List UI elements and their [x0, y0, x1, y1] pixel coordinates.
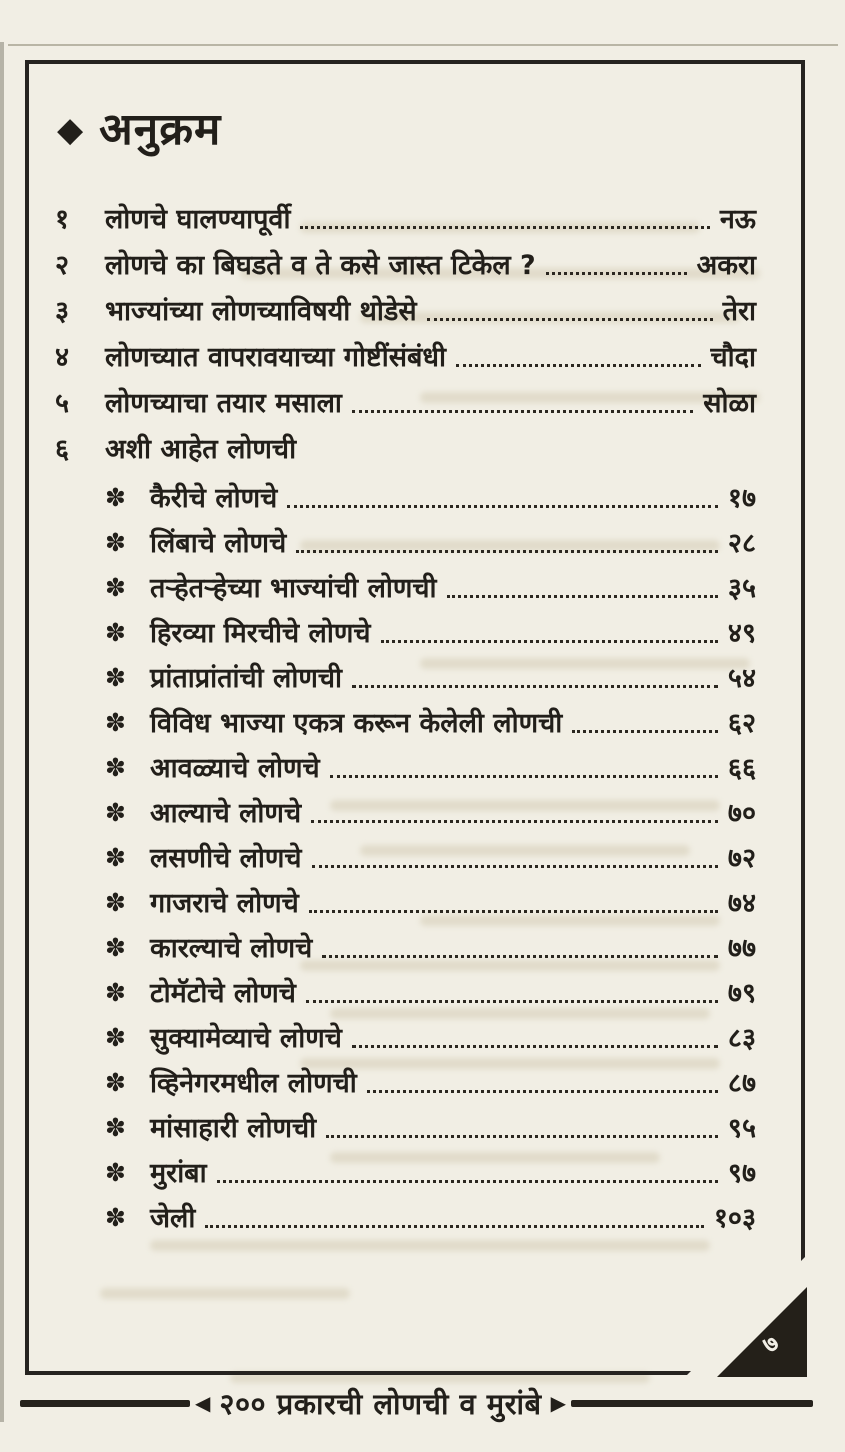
item-title: मुरांबा — [150, 1158, 207, 1190]
list-item — [55, 650, 756, 695]
chapter-page-number: अकरा — [696, 250, 756, 282]
list-item — [55, 740, 756, 785]
list-item — [55, 470, 756, 515]
chapter-row — [55, 190, 756, 236]
item-title: विविध भाज्या एकत्र करून केलेली लोणची — [150, 708, 563, 740]
list-item — [55, 1055, 756, 1100]
item-page-number: ३५ — [727, 573, 756, 605]
list-item — [55, 830, 756, 875]
item-page-number: ७७ — [727, 933, 756, 965]
dotted-leader — [381, 640, 718, 643]
item-title: तऱ्हेतऱ्हेच्या भाज्यांची लोणची — [150, 573, 437, 605]
dotted-leader — [427, 318, 713, 321]
dotted-leader — [456, 364, 701, 367]
item-page-number: ७९ — [727, 978, 756, 1010]
chapter-row — [55, 236, 756, 282]
item-title: लिंबाचे लोणचे — [150, 528, 287, 560]
list-item — [55, 785, 756, 830]
page-number-badge: ७ — [756, 1328, 785, 1359]
dotted-leader — [311, 820, 718, 823]
item-title: टोमॅटोचे लोणचे — [150, 978, 296, 1010]
list-item — [55, 515, 756, 560]
pickle-item-list — [55, 470, 756, 1235]
chapter-number: ४ — [55, 342, 70, 374]
item-title: गाजराचे लोणचे — [150, 888, 299, 920]
footer-rule-right — [571, 1400, 813, 1407]
list-item — [55, 1100, 756, 1145]
dotted-leader — [205, 1225, 704, 1228]
dotted-leader — [352, 1045, 718, 1048]
chapter-page-number: सोळा — [703, 388, 756, 420]
chapter-list — [55, 190, 756, 466]
flower-bullet-icon: ✽ — [105, 1158, 126, 1188]
list-item — [55, 605, 756, 650]
chapter-row — [55, 282, 756, 328]
flower-bullet-icon: ✽ — [105, 1113, 126, 1143]
dotted-leader — [546, 272, 687, 275]
dotted-leader — [309, 910, 718, 913]
chapter-title: भाज्यांच्या लोणच्याविषयी थोडेसे — [105, 296, 417, 328]
list-item — [55, 965, 756, 1010]
chapter-title: लोणच्याचा तयार मसाला — [105, 388, 342, 420]
item-page-number: ६६ — [727, 753, 756, 785]
dotted-leader — [217, 1180, 718, 1183]
footer-book-title: २०० प्रकारची लोणची व मुरांबे — [219, 1386, 542, 1421]
flower-bullet-icon: ✽ — [105, 978, 126, 1008]
flower-bullet-icon: ✽ — [105, 798, 126, 828]
dotted-leader — [322, 955, 718, 958]
flower-bullet-icon: ✽ — [105, 483, 126, 513]
item-page-number: २८ — [727, 528, 756, 560]
chapter-number: ५ — [55, 388, 70, 420]
item-title: आल्याचे लोणचे — [150, 798, 302, 830]
chapter-number: ६ — [55, 434, 70, 466]
item-page-number: ६२ — [727, 708, 756, 740]
flower-bullet-icon: ✽ — [105, 1203, 126, 1233]
scan-edge-line — [8, 44, 838, 46]
toc-content — [29, 64, 801, 1371]
list-item — [55, 1145, 756, 1190]
chapter-title: लोणचे घालण्यापूर्वी — [105, 204, 291, 236]
item-title: लसणीचे लोणचे — [150, 843, 302, 875]
chapter-row — [55, 420, 756, 466]
item-page-number: ८७ — [727, 1068, 756, 1100]
dotted-leader — [287, 505, 718, 508]
flower-bullet-icon: ✽ — [105, 1023, 126, 1053]
flower-bullet-icon: ✽ — [105, 663, 126, 693]
item-page-number: ७२ — [727, 843, 756, 875]
item-page-number: ७० — [727, 798, 756, 830]
dotted-leader — [367, 1090, 718, 1093]
footer-rule-left — [20, 1400, 190, 1407]
item-page-number: १७ — [727, 483, 756, 515]
list-item — [55, 1190, 756, 1235]
page-border-frame — [25, 60, 805, 1375]
flower-bullet-icon: ✽ — [105, 708, 126, 738]
flower-bullet-icon: ✽ — [105, 528, 126, 558]
chapter-page-number: नऊ — [719, 204, 756, 236]
list-item — [55, 875, 756, 920]
item-title: मांसाहारी लोणची — [150, 1113, 317, 1145]
chapter-title: अशी आहेत लोणची — [105, 434, 297, 466]
chapter-number: ३ — [55, 296, 70, 328]
list-item — [55, 695, 756, 740]
dotted-leader — [447, 595, 718, 598]
chapter-title: लोणच्यात वापरावयाच्या गोष्टींसंबंधी — [105, 342, 446, 374]
item-title: कारल्याचे लोणचे — [150, 933, 313, 965]
chapter-page-number: तेरा — [722, 296, 756, 328]
list-item — [55, 560, 756, 605]
chapter-number: २ — [55, 250, 70, 282]
dotted-leader — [306, 1000, 718, 1003]
footer-banner — [0, 1382, 845, 1424]
flower-bullet-icon: ✽ — [105, 753, 126, 783]
item-page-number: ७४ — [727, 888, 756, 920]
item-page-number: ५४ — [727, 663, 756, 695]
item-page-number: ९७ — [727, 1158, 756, 1190]
dotted-leader — [330, 775, 718, 778]
dotted-leader — [352, 685, 718, 688]
flower-bullet-icon: ✽ — [105, 933, 126, 963]
item-title: कैरीचे लोणचे — [150, 483, 278, 515]
chapter-title: लोणचे का बिघडते व ते कसे जास्त टिकेल ? — [105, 250, 536, 282]
chapter-page-number: चौदा — [710, 342, 756, 374]
dotted-leader — [352, 410, 693, 413]
dotted-leader — [326, 1135, 718, 1138]
diamond-icon: ◆ — [57, 110, 84, 151]
right-arrow-ornament-icon: ▶ — [550, 1391, 566, 1415]
item-title: जेली — [150, 1203, 196, 1235]
chapter-row — [55, 374, 756, 420]
item-page-number: ४९ — [727, 618, 756, 650]
flower-bullet-icon: ✽ — [105, 573, 126, 603]
page-title-row — [57, 106, 756, 154]
item-title: व्हिनेगरमधील लोणची — [150, 1068, 357, 1100]
item-title: आवळ्याचे लोणचे — [150, 753, 320, 785]
left-arrow-ornament-icon: ◀ — [195, 1391, 211, 1415]
list-item — [55, 920, 756, 965]
item-page-number: १०३ — [713, 1203, 756, 1235]
flower-bullet-icon: ✽ — [105, 843, 126, 873]
scan-edge-line — [0, 42, 4, 1422]
dotted-leader — [312, 865, 718, 868]
flower-bullet-icon: ✽ — [105, 1068, 126, 1098]
flower-bullet-icon: ✽ — [105, 888, 126, 918]
item-title: सुक्यामेव्याचे लोणचे — [150, 1023, 342, 1055]
item-title: प्रांताप्रांतांची लोणची — [150, 663, 342, 695]
dotted-leader — [572, 730, 718, 733]
flower-bullet-icon: ✽ — [105, 618, 126, 648]
item-page-number: ८३ — [727, 1023, 756, 1055]
item-title: हिरव्या मिरचीचे लोणचे — [150, 618, 371, 650]
item-page-number: ९५ — [727, 1113, 756, 1145]
chapter-number: १ — [55, 204, 70, 236]
page-title: अनुक्रम — [99, 104, 222, 155]
list-item — [55, 1010, 756, 1055]
chapter-row — [55, 328, 756, 374]
dotted-leader — [296, 550, 718, 553]
dotted-leader — [300, 226, 709, 229]
